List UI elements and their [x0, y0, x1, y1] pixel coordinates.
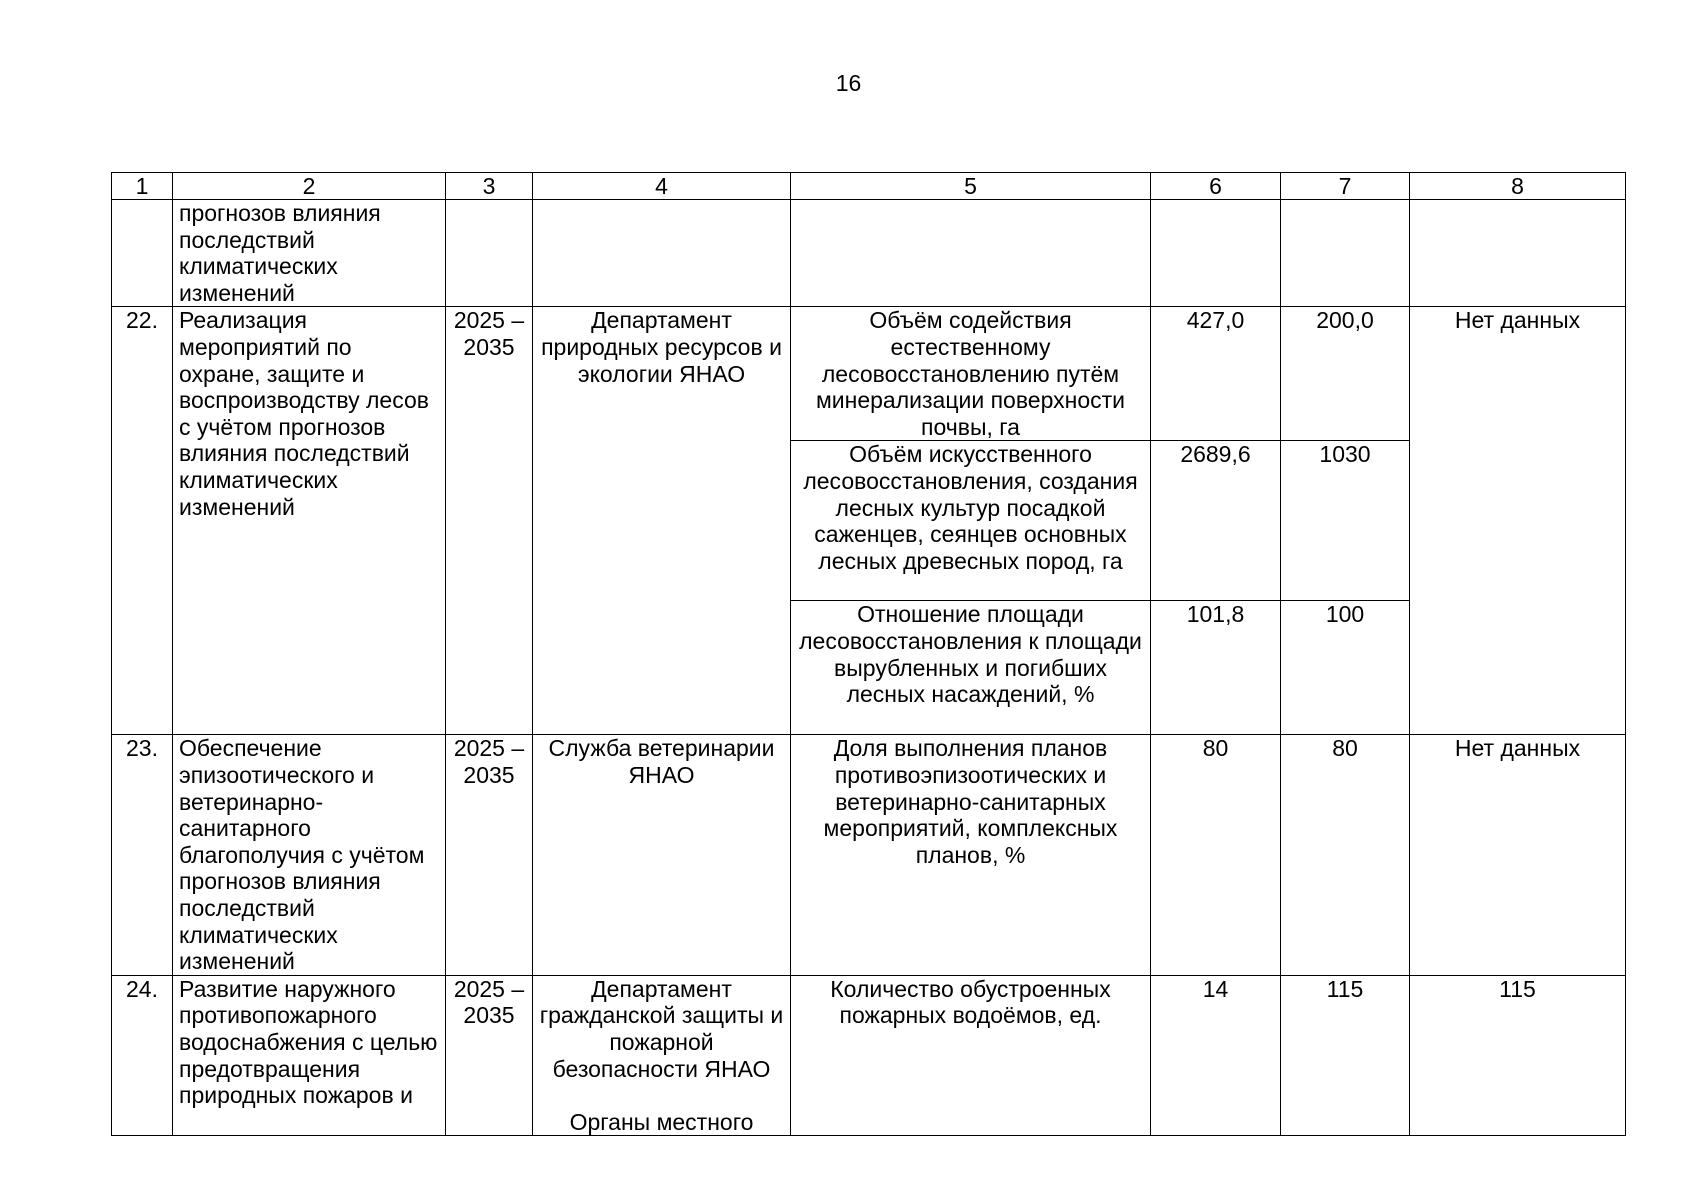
row24-note: 115 [1410, 975, 1626, 1136]
row22-num: 22. [112, 307, 173, 735]
row24-value7: 115 [1281, 975, 1410, 1136]
col-header-5: 5 [791, 173, 1151, 200]
row22-indicator-2: Объём искусственного лесовосстановления, создания лесных культур посадкой саженцев, сеянцев основных лесных древесных пород, га [791, 441, 1151, 601]
col-header-3: 3 [446, 173, 533, 200]
row23-name: Обеспечение эпизоотического и ветеринарно-санитарного благополучия с учётом прогнозов влияния последствий климатических изменений [173, 735, 446, 975]
continuation-note-cell [1410, 200, 1626, 307]
row24-years: 2025 – 2035 [446, 975, 533, 1136]
row24-num: 24. [112, 975, 173, 1136]
table-row-continuation [112, 200, 1626, 307]
row23-indicator: Доля выполнения планов противоэпизоотических и ветеринарно-санитарных мероприятий, комплексных планов, % [791, 735, 1151, 975]
row23-executor: Служба ветеринарии ЯНАО [533, 735, 791, 975]
row22-indicator-3: Отношение площади лесовосстановления к площади вырубленных и погибших лесных насаждений, % [791, 601, 1151, 735]
measures-table [111, 172, 1626, 1136]
row22-indicator-2-value6: 2689,6 [1151, 441, 1281, 601]
table-row-23 [112, 735, 1626, 975]
row24-executor: Департамент гражданской защиты и пожарной безопасности ЯНАО [539, 975, 784, 1082]
row23-num: 23. [112, 735, 173, 975]
continuation-years-cell [446, 200, 533, 307]
col-header-1: 1 [112, 173, 173, 200]
header-row [112, 173, 1626, 200]
continuation-indicator-cell [791, 200, 1151, 307]
row22-name: Реализация мероприятий по охране, защите и воспроизводству лесов с учётом прогнозов влияния последствий климатических изменений [173, 307, 446, 735]
continuation-executor-cell [533, 200, 791, 307]
row23-value7: 80 [1281, 735, 1410, 975]
col-header-6: 6 [1151, 173, 1281, 200]
row24-indicator: Количество обустроенных пожарных водоёмов, ед. [791, 975, 1151, 1136]
continuation-value7-cell [1281, 200, 1410, 307]
row22-indicator-1: Объём содействия естественному лесовосстановлению путём минерализации поверхности почвы, га [791, 307, 1151, 441]
table-row-24 [112, 975, 1626, 1136]
continuation-num-cell [112, 200, 173, 307]
col-header-8: 8 [1410, 173, 1626, 200]
row24-name: Развитие наружного противопожарного водоснабжения с целью предотвращения природных пожаров и [173, 975, 446, 1136]
row23-value6: 80 [1151, 735, 1281, 975]
row23-years: 2025 – 2035 [446, 735, 533, 975]
col-header-2: 2 [173, 173, 446, 200]
row22-indicator-3-value6: 101,8 [1151, 601, 1281, 735]
row22-indicator-1-value6: 427,0 [1151, 307, 1281, 441]
row23-note: Нет данных [1410, 735, 1626, 975]
row24-executor-cell [533, 975, 791, 1136]
row22-executor: Департамент природных ресурсов и экологии ЯНАО [533, 307, 791, 735]
row22-indicator-3-value7: 100 [1281, 601, 1410, 735]
row22-years: 2025 – 2035 [446, 307, 533, 735]
row24-value6: 14 [1151, 975, 1281, 1136]
row24-executor-extra: Органы местного [569, 1108, 754, 1135]
continuation-value6-cell [1151, 200, 1281, 307]
row22-note: Нет данных [1410, 307, 1626, 735]
page-number: 16 [835, 70, 862, 96]
col-header-7: 7 [1281, 173, 1410, 200]
row22-indicator-2-value7: 1030 [1281, 441, 1410, 601]
col-header-4: 4 [533, 173, 791, 200]
row22-indicator-1-value7: 200,0 [1281, 307, 1410, 441]
table-row-22 [112, 307, 1626, 441]
continuation-name-cell: прогнозов влияния последствий климатических изменений [173, 200, 446, 307]
